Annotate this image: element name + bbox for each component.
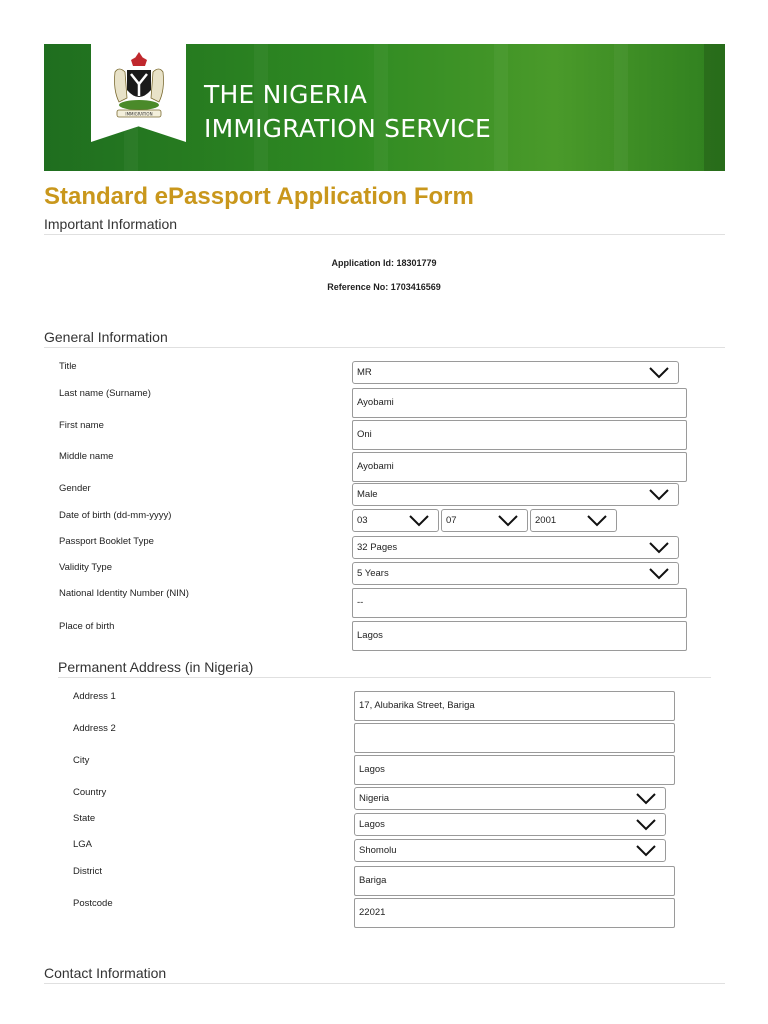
validity-type-label: Validity Type	[59, 562, 112, 573]
chevron-down-icon	[648, 366, 670, 380]
first-name-input[interactable]: Oni	[352, 420, 687, 450]
chevron-down-icon	[635, 792, 657, 806]
form-title: Standard ePassport Application Form	[44, 183, 474, 210]
city-input[interactable]: Lagos	[354, 755, 675, 785]
banner-title: THE NIGERIA IMMIGRATION SERVICE	[204, 80, 491, 143]
address1-input[interactable]: 17, Alubarika Street, Bariga	[354, 691, 675, 721]
chevron-down-icon	[635, 844, 657, 858]
title-label: Title	[59, 361, 77, 372]
application-id: Application Id: 18301779	[331, 258, 437, 268]
dob-month-select[interactable]: 07	[441, 509, 528, 532]
place-of-birth-input[interactable]: Lagos	[352, 621, 687, 651]
chevron-down-icon	[635, 818, 657, 832]
lga-select[interactable]: Shomolu	[354, 839, 666, 862]
dob-year-select[interactable]: 2001	[530, 509, 617, 532]
chevron-down-icon	[648, 541, 670, 555]
chevron-down-icon	[497, 514, 519, 528]
postcode-input[interactable]: 22021	[354, 898, 675, 928]
last-name-label: Last name (Surname)	[59, 388, 151, 399]
coat-of-arms-emblem	[91, 44, 186, 142]
middle-name-input[interactable]: Ayobami	[352, 452, 687, 482]
chevron-down-icon	[648, 567, 670, 581]
address2-label: Address 2	[73, 723, 116, 734]
address1-label: Address 1	[73, 691, 116, 702]
first-name-label: First name	[59, 420, 104, 431]
chevron-down-icon	[648, 488, 670, 502]
middle-name-label: Middle name	[59, 451, 114, 462]
title-select[interactable]: MR	[352, 361, 679, 384]
nin-input[interactable]: --	[352, 588, 687, 618]
permanent-address-heading: Permanent Address (in Nigeria)	[58, 659, 711, 678]
district-label: District	[73, 866, 103, 877]
coat-of-arms-icon	[109, 50, 169, 122]
gender-select[interactable]: Male	[352, 483, 679, 506]
contact-information-heading: Contact Information	[44, 965, 725, 984]
chevron-down-icon	[408, 514, 430, 528]
booklet-type-select[interactable]: 32 Pages	[352, 536, 679, 559]
country-select[interactable]: Nigeria	[354, 787, 666, 810]
important-information-heading: Important Information	[44, 216, 725, 235]
general-information-heading: General Information	[44, 329, 725, 348]
lga-label: LGA	[73, 839, 93, 850]
postcode-label: Postcode	[73, 898, 113, 909]
reference-number: Reference No: 1703416569	[327, 282, 441, 292]
state-label: State	[73, 813, 96, 824]
chevron-down-icon	[586, 514, 608, 528]
last-name-input[interactable]: Ayobami	[352, 388, 687, 418]
place-of-birth-label: Place of birth	[59, 621, 115, 632]
booklet-type-label: Passport Booklet Type	[59, 536, 154, 547]
dob-label: Date of birth (dd-mm-yyyy)	[59, 510, 172, 521]
state-select[interactable]: Lagos	[354, 813, 666, 836]
svg-text:IMMIGRATION: IMMIGRATION	[125, 111, 153, 117]
address2-input[interactable]	[354, 723, 675, 753]
validity-type-select[interactable]: 5 Years	[352, 562, 679, 585]
header-banner	[44, 44, 725, 171]
district-input[interactable]: Bariga	[354, 866, 675, 896]
country-label: Country	[73, 787, 107, 798]
city-label: City	[73, 755, 90, 766]
dob-day-select[interactable]: 03	[352, 509, 439, 532]
nin-label: National Identity Number (NIN)	[59, 588, 189, 599]
gender-label: Gender	[59, 483, 91, 494]
